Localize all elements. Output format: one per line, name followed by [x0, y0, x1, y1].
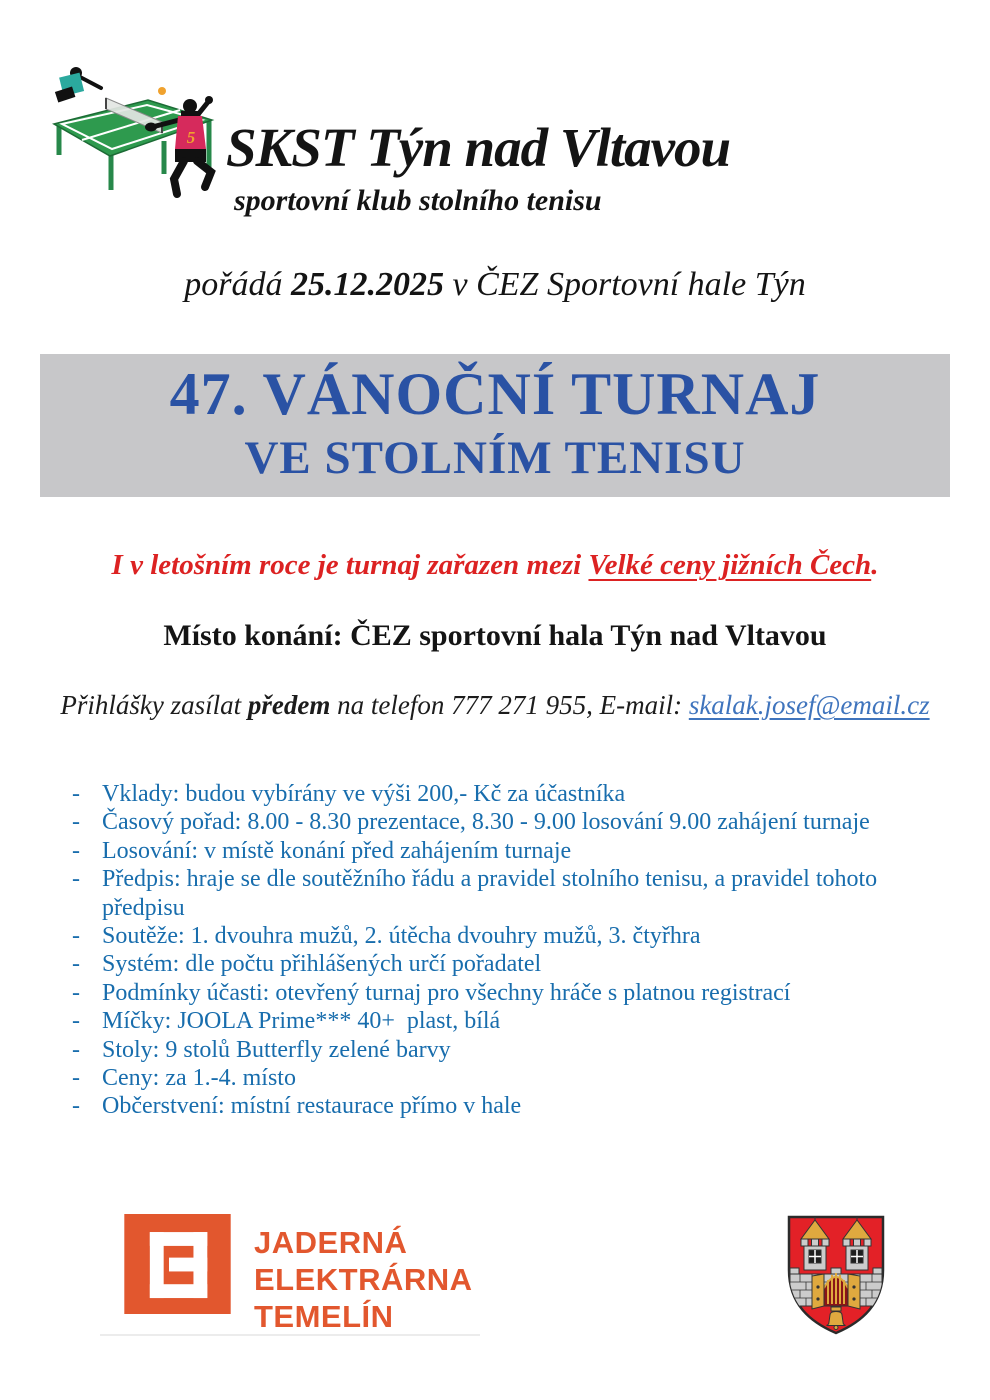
list-bullet: - — [72, 979, 80, 1006]
list-item-text: Soutěže: 1. dvouhra mužů, 2. útěcha dvouhry mužů, 3. čtyřhra — [102, 923, 701, 950]
list-bullet: - — [72, 781, 80, 807]
date-prefix: pořádá — [184, 266, 292, 303]
club-subtitle: sportovní klub stolního tenisu — [234, 184, 602, 217]
list-item — [72, 922, 908, 950]
contact-line — [0, 690, 990, 721]
list-item-text: Stoly: 9 stolů Butterfly zelené barvy — [102, 1036, 451, 1063]
list-bullet: - — [72, 923, 80, 950]
town-coat-of-arms-icon — [784, 1212, 888, 1338]
list-bullet: - — [72, 866, 80, 893]
svg-text:5: 5 — [186, 128, 196, 147]
contact-bold: předem — [247, 690, 331, 720]
contact-middle: na telefon 777 271 955, E-mail: — [330, 690, 689, 720]
tournament-info-list — [72, 780, 908, 1121]
list-item — [72, 979, 908, 1007]
list-bullet: - — [72, 809, 80, 836]
list-bullet: - — [72, 1065, 80, 1092]
sponsor-line3: TEMELÍN — [254, 1299, 394, 1334]
contact-prefix: Přihlášky zasílat — [60, 690, 248, 720]
list-item — [72, 808, 908, 836]
list-item — [72, 865, 908, 922]
grand-prix-note — [0, 549, 990, 582]
list-item — [72, 780, 908, 808]
footer-divider — [100, 1334, 480, 1336]
club-name: SKST Týn nad Vltavou — [226, 117, 731, 178]
event-date-line — [0, 266, 990, 304]
tournament-title-banner — [40, 354, 950, 497]
list-item-text: Předpis: hraje se dle soutěžního řádu a pravidel stolního tenisu, a pravidel tohoto předpisu — [102, 866, 884, 921]
list-item-text: Občerstvení: místní restaurace přímo v hale — [102, 1093, 522, 1120]
sponsor-line1: JADERNÁ — [254, 1225, 408, 1260]
table-tennis-players-icon — [44, 62, 216, 212]
list-item-text: Časový pořad: 8.00 - 8.30 prezentace, 8.30 - 9.00 losování 9.00 zahájení turnaje — [102, 809, 870, 836]
list-bullet: - — [72, 1036, 80, 1063]
list-item — [72, 1064, 908, 1092]
email-link[interactable]: skalak.josef@email.cz — [688, 690, 930, 720]
list-item-text: Systém: dle počtu přihlášených určí pořadatel — [102, 951, 542, 978]
note-suffix: . — [871, 549, 879, 581]
cez-logo-icon — [124, 1214, 231, 1314]
tournament-title-line1: 47. VÁNOČNÍ TURNAJ — [169, 361, 821, 427]
venue-line: Místo konání: ČEZ sportovní hala Týn nad Vltavou — [163, 619, 827, 652]
list-item — [72, 950, 908, 978]
list-bullet: - — [72, 951, 80, 978]
list-item-text: Vklady: budou vybírány ve výši 200,- Kč za účastníka — [102, 781, 626, 807]
list-item — [72, 1092, 908, 1120]
note-prefix: I v letošním roce je turnaj zařazen mezi — [111, 549, 589, 581]
date-suffix: v ČEZ Sportovní hale Týn — [444, 266, 806, 303]
list-bullet: - — [72, 837, 80, 864]
list-item — [72, 1007, 908, 1035]
list-item-text: Losování: v místě konání před zahájením turnaje — [102, 837, 572, 864]
event-date: 25.12.2025 — [291, 266, 445, 303]
sponsor-name — [254, 1224, 473, 1335]
list-bullet: - — [72, 1093, 80, 1120]
list-item — [72, 837, 908, 865]
list-item-text: Míčky: JOOLA Prime*** 40+ plast, bílá — [102, 1008, 501, 1035]
sponsor-line2: ELEKTRÁRNA — [254, 1262, 473, 1297]
list-item — [72, 1036, 908, 1064]
list-item-text: Ceny: za 1.-4. místo — [102, 1065, 296, 1092]
list-bullet: - — [72, 1008, 80, 1035]
tournament-title-line2: VE STOLNÍM TENISU — [244, 432, 746, 484]
list-item-text: Podmínky účasti: otevřený turnaj pro všechny hráče s platnou registrací — [102, 979, 791, 1006]
note-underlined: Velké ceny jižních Čech — [588, 549, 872, 581]
